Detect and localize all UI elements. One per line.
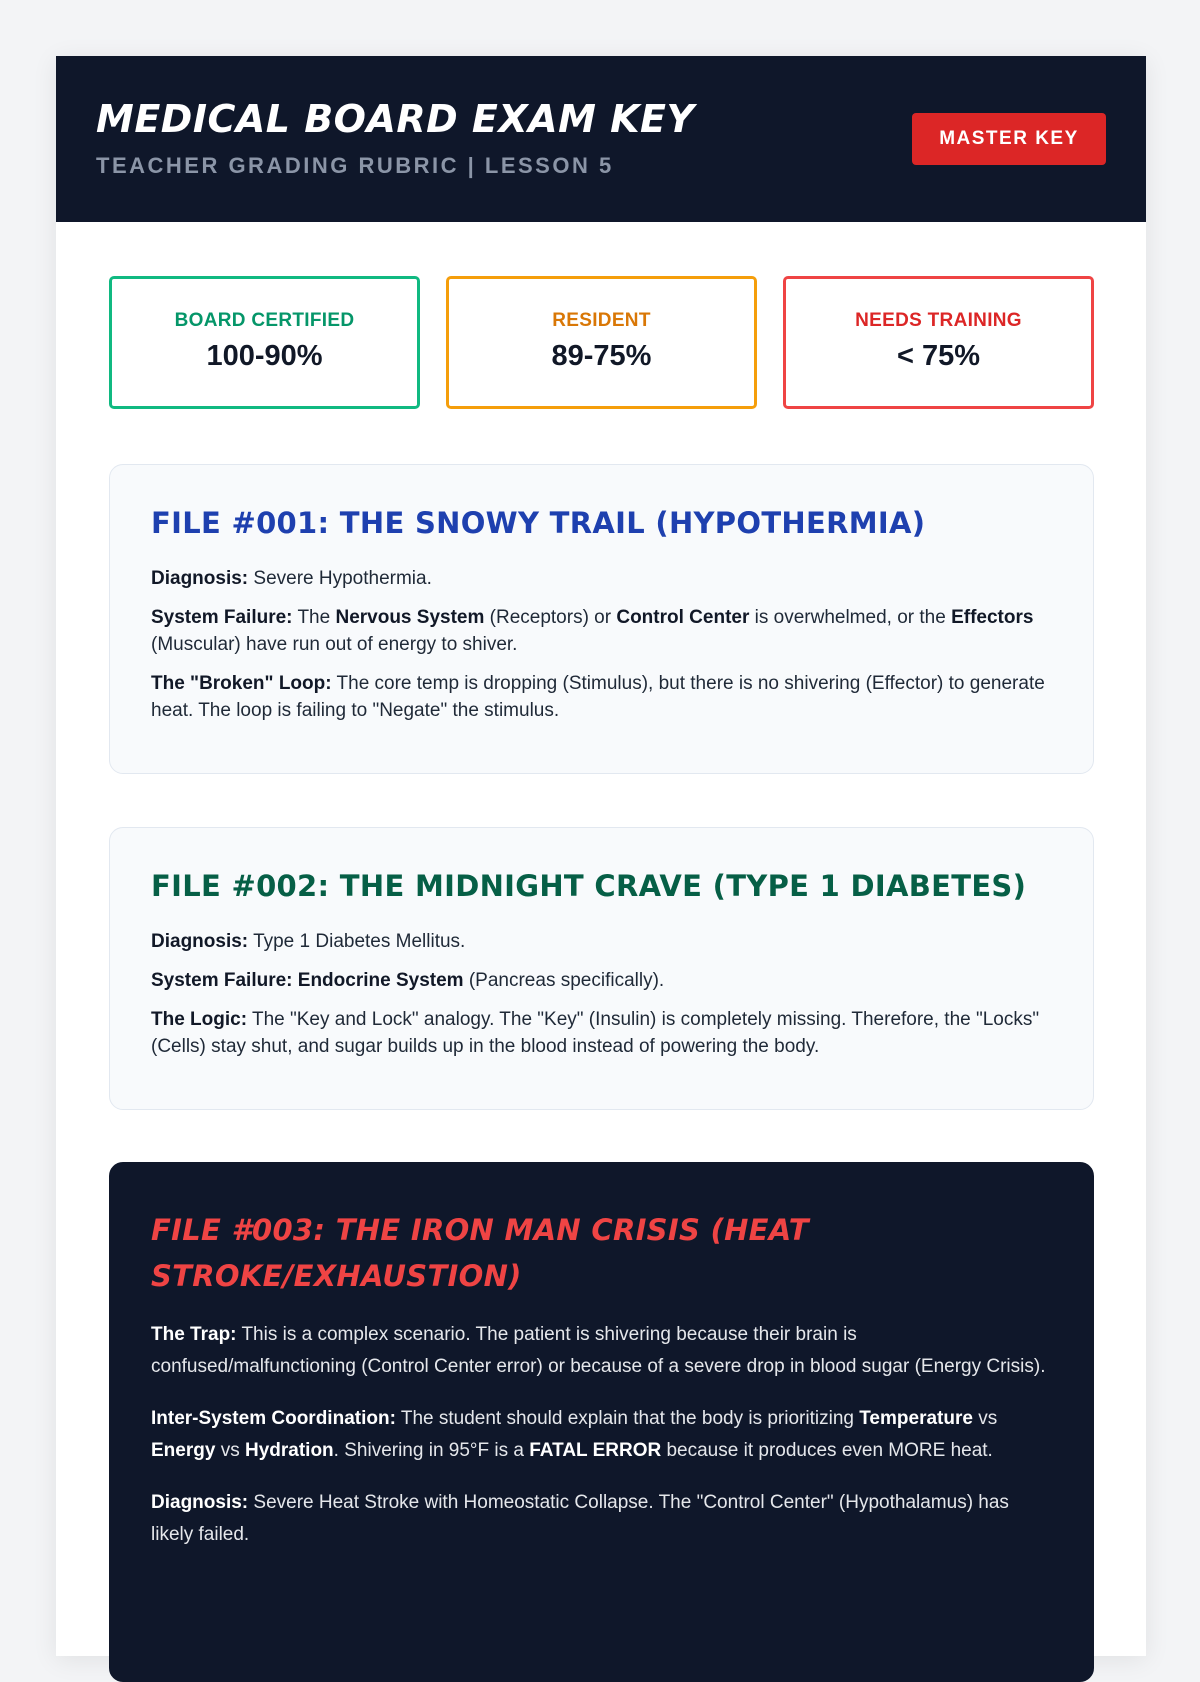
trap-text: The Trap: This is a complex scenario. The patient is shivering because their brain is confused/malfunctioning (Control Center error) or because of a severe drop in blood sugar (Energy Crisis). <box>151 1324 1046 1377</box>
grade-name: RESIDENT <box>552 310 651 331</box>
page-header <box>56 56 1146 222</box>
case-file-003 <box>109 1162 1094 1682</box>
coordination-text: Inter-System Coordination: The student should explain that the body is prioritizing Temperature vs Energy vs Hydration. Shivering in 95°F is a FATAL ERROR because it produces even MORE heat. <box>151 1408 998 1461</box>
grade-resident <box>446 276 757 409</box>
case-file-title: FILE #003: THE IRON MAN CRISIS (HEAT STROKE/EXHAUSTION) <box>151 1213 809 1293</box>
diagnosis-text: Diagnosis: Type 1 Diabetes Mellitus. <box>151 930 466 952</box>
grade-name: NEEDS TRAINING <box>855 310 1022 331</box>
broken-loop-text: The "Broken" Loop: The core temp is dropping (Stimulus), but there is no shivering (Effector) to generate heat. The loop is failing to "Negate" the stimulus. <box>151 672 1045 721</box>
grading-scale <box>109 276 1094 409</box>
grade-range: < 75% <box>896 340 981 372</box>
system-failure-text: System Failure: The Nervous System (Receptors) or Control Center is overwhelmed, or the Effectors (Muscular) have run out of energy to shiver. <box>151 606 1034 655</box>
grade-board-certified <box>109 276 420 409</box>
rubric-page <box>56 56 1146 1656</box>
system-failure-text: System Failure: Endocrine System (Pancreas specifically). <box>151 969 665 991</box>
page-title: MEDICAL BOARD EXAM KEY <box>96 97 695 141</box>
case-file-002 <box>109 827 1094 1110</box>
case-file-title: FILE #002: THE MIDNIGHT CRAVE (TYPE 1 DIABETES) <box>151 869 1027 903</box>
grade-range: 100-90% <box>206 340 323 372</box>
diagnosis-text: Diagnosis: Severe Heat Stroke with Homeostatic Collapse. The "Control Center" (Hypothalamus) has likely failed. <box>151 1492 1009 1545</box>
case-file-001 <box>109 464 1094 774</box>
grade-needs-training <box>783 276 1094 409</box>
case-file-title: FILE #001: THE SNOWY TRAIL (HYPOTHERMIA) <box>151 506 926 540</box>
page-subtitle: TEACHER GRADING RUBRIC | LESSON 5 <box>96 153 614 178</box>
grade-name: BOARD CERTIFIED <box>174 310 355 331</box>
logic-text: The Logic: The "Key and Lock" analogy. The "Key" (Insulin) is completely missing. Therefore, the "Locks" (Cells) stay shut, and sugar builds up in the blood instead of powering the body. <box>151 1008 1040 1057</box>
diagnosis-text: Diagnosis: Severe Hypothermia. <box>151 567 432 589</box>
grade-range: 89-75% <box>551 340 652 372</box>
master-key-button[interactable]: MASTER KEY <box>912 113 1106 165</box>
